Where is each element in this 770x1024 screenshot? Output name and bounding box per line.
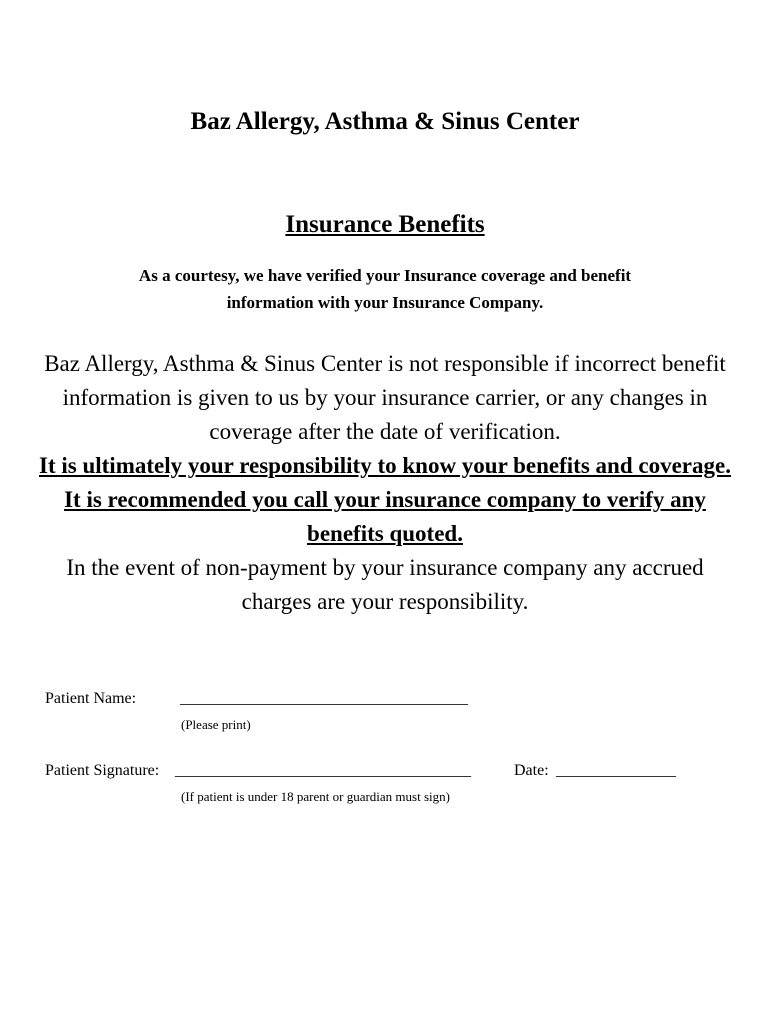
courtesy-statement — [80, 262, 690, 316]
patient-name-hint: (Please print) — [181, 717, 251, 732]
signature-hint: (If patient is under 18 parent or guardian must sign) — [181, 789, 450, 804]
courtesy-line-2: information with your Insurance Company. — [226, 293, 544, 312]
patient-signature-field[interactable]: _____________________________________ — [175, 762, 471, 779]
responsibility-notice: It is ultimately your responsibility to know your benefits and coverage. It is recommended you call your insurance company to verify any benefits quoted. — [39, 453, 731, 546]
patient-name-field[interactable]: ____________________________________ — [180, 690, 468, 707]
date-label: Date: — [514, 762, 549, 779]
date-field[interactable]: _______________ — [556, 762, 676, 779]
clinic-name: Baz Allergy, Asthma & Sinus Center — [190, 108, 580, 135]
patient-name-label: Patient Name: — [45, 690, 137, 707]
courtesy-line-1: As a courtesy, we have verified your Insurance coverage and benefit — [138, 266, 632, 285]
patient-signature-label: Patient Signature: — [45, 762, 160, 779]
nonpayment-notice: In the event of non-payment by your insurance company any accrued charges are your responsibility. — [66, 555, 704, 614]
liability-disclaimer: Baz Allergy, Asthma & Sinus Center is not responsible if incorrect benefit information is given to us by your insurance carrier, or any changes in coverage after the date of verification. — [44, 351, 726, 444]
document-title: Insurance Benefits — [285, 211, 485, 238]
